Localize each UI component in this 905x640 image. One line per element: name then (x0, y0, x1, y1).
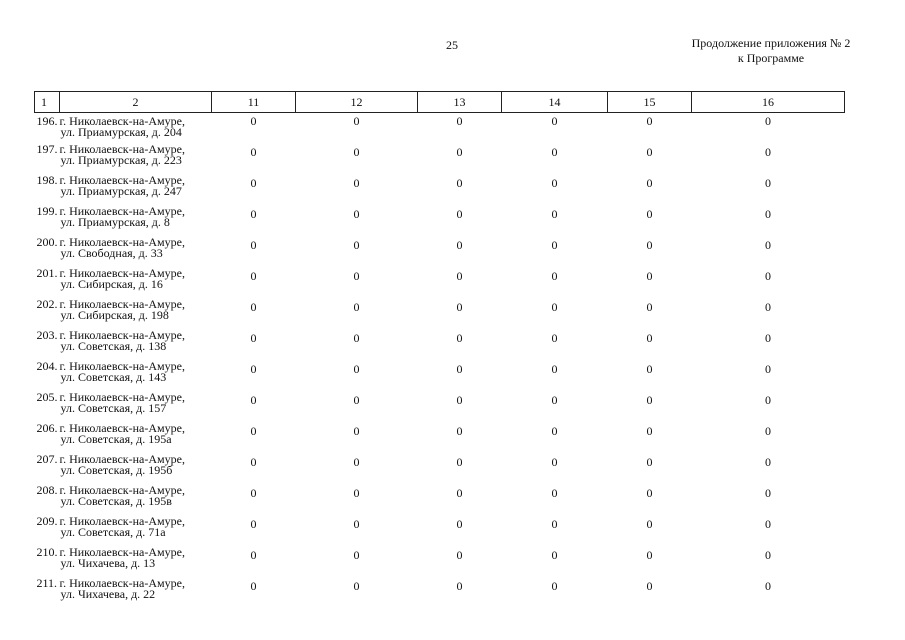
value-cell: 0 (765, 145, 771, 159)
value-cell: 0 (646, 300, 653, 314)
table-row (35, 547, 845, 578)
value-cell: 0 (353, 331, 360, 345)
row-number: 209. (36, 514, 58, 528)
column-header: 16 (692, 92, 845, 113)
address-line-street: ул. Советская, д. 143 (60, 370, 167, 384)
value-cell: 0 (250, 486, 257, 500)
address-cell (60, 392, 212, 423)
value-cell: 0 (353, 238, 360, 252)
row-number: 205. (36, 390, 58, 404)
value-cell: 0 (456, 145, 463, 159)
address-line-city: г. Николаевск-на-Амуре, (59, 204, 185, 218)
value-cell: 0 (456, 486, 463, 500)
address-line-city: г. Николаевск-на-Амуре, (59, 173, 185, 187)
address-cell (60, 175, 212, 206)
address-cell (60, 268, 212, 299)
value-cell: 0 (551, 455, 558, 469)
row-number: 210. (36, 545, 58, 559)
address-cell (60, 578, 212, 609)
value-cell: 0 (353, 548, 360, 562)
table-row (35, 423, 845, 454)
address-line-city: г. Николаевск-на-Амуре, (59, 297, 185, 311)
address-cell (60, 361, 212, 392)
address-line-city: г. Николаевск-на-Амуре, (59, 483, 185, 497)
table-row (35, 113, 845, 145)
address-line-street: ул. Сибирская, д. 198 (60, 308, 169, 322)
value-cell: 0 (765, 455, 771, 469)
address-line-street: ул. Сибирская, д. 16 (60, 277, 163, 291)
value-cell: 0 (551, 548, 558, 562)
address-line-street: ул. Свободная, д. 33 (60, 246, 163, 260)
column-header: 12 (296, 92, 418, 113)
value-cell: 0 (765, 269, 771, 283)
value-cell: 0 (646, 424, 653, 438)
value-cell: 0 (456, 300, 463, 314)
column-number-row (35, 92, 845, 113)
value-cell: 0 (765, 207, 771, 221)
row-number: 204. (36, 359, 58, 373)
value-cell: 0 (646, 393, 653, 407)
value-cell: 0 (765, 424, 771, 438)
address-line-city: г. Николаевск-на-Амуре, (59, 328, 185, 342)
value-cell: 0 (765, 548, 771, 562)
address-cell (60, 423, 212, 454)
value-cell: 0 (456, 176, 463, 190)
address-line-street: ул. Чихачева, д. 13 (60, 556, 156, 570)
address-line-street: ул. Советская, д. 71а (60, 525, 166, 539)
value-cell: 0 (551, 300, 558, 314)
value-cell: 0 (353, 145, 360, 159)
value-cell: 0 (551, 517, 558, 531)
value-cell: 0 (456, 238, 463, 252)
row-number: 199. (36, 204, 58, 218)
value-cell: 0 (765, 300, 771, 314)
value-cell: 0 (551, 424, 558, 438)
value-cell: 0 (646, 455, 653, 469)
table-body (35, 113, 845, 610)
table-row (35, 144, 845, 175)
table-row (35, 206, 845, 237)
value-cell: 0 (353, 176, 360, 190)
value-cell: 0 (646, 517, 653, 531)
address-line-street: ул. Советская, д. 157 (60, 401, 167, 415)
table-row (35, 268, 845, 299)
value-cell: 0 (250, 331, 257, 345)
row-number: 201. (36, 266, 58, 280)
column-header: 1 (35, 92, 60, 113)
table-row (35, 516, 845, 547)
value-cell: 0 (456, 393, 463, 407)
row-number: 208. (36, 483, 58, 497)
address-line-street: ул. Советская, д. 195в (60, 494, 172, 508)
value-cell: 0 (250, 517, 257, 531)
value-cell: 0 (456, 517, 463, 531)
address-cell (60, 485, 212, 516)
value-cell: 0 (765, 238, 771, 252)
value-cell: 0 (551, 238, 558, 252)
table-row (35, 361, 845, 392)
address-line-street: ул. Чихачева, д. 22 (60, 587, 156, 601)
address-line-city: г. Николаевск-на-Амуре, (59, 235, 185, 249)
address-cell (60, 299, 212, 330)
value-cell: 0 (551, 114, 558, 128)
value-cell: 0 (765, 362, 771, 376)
address-line-city: г. Николаевск-на-Амуре, (59, 114, 185, 128)
address-line-city: г. Николаевск-на-Амуре, (59, 421, 185, 435)
value-cell: 0 (250, 145, 257, 159)
value-cell: 0 (646, 238, 653, 252)
value-cell: 0 (250, 176, 257, 190)
address-line-street: ул. Советская, д. 138 (60, 339, 167, 353)
value-cell: 0 (250, 393, 257, 407)
column-header: 11 (212, 92, 296, 113)
value-cell: 0 (250, 362, 257, 376)
table-row (35, 237, 845, 268)
row-number: 206. (36, 421, 58, 435)
value-cell: 0 (250, 269, 257, 283)
value-cell: 0 (250, 300, 257, 314)
value-cell: 0 (765, 176, 771, 190)
value-cell: 0 (456, 579, 463, 593)
value-cell: 0 (765, 517, 771, 531)
value-cell: 0 (250, 548, 257, 562)
address-cell (60, 144, 212, 175)
value-cell: 0 (250, 207, 257, 221)
value-cell: 0 (250, 455, 257, 469)
value-cell: 0 (765, 486, 771, 500)
value-cell: 0 (456, 207, 463, 221)
table-row (35, 485, 845, 516)
value-cell: 0 (765, 579, 771, 593)
value-cell: 0 (353, 486, 360, 500)
value-cell: 0 (353, 424, 360, 438)
value-cell: 0 (646, 145, 653, 159)
table-row (35, 578, 845, 609)
value-cell: 0 (353, 300, 360, 314)
value-cell: 0 (551, 331, 558, 345)
value-cell: 0 (646, 579, 653, 593)
column-header: 2 (60, 92, 212, 113)
value-cell: 0 (646, 207, 653, 221)
value-cell: 0 (646, 269, 653, 283)
address-line-street: ул. Приамурская, д. 223 (60, 153, 182, 167)
value-cell: 0 (646, 548, 653, 562)
table-row (35, 454, 845, 485)
value-cell: 0 (551, 362, 558, 376)
table-row (35, 330, 845, 361)
value-cell: 0 (456, 362, 463, 376)
value-cell: 0 (353, 362, 360, 376)
address-cell (60, 206, 212, 237)
row-number: 196. (36, 114, 58, 128)
appendix-header-line-1: Продолжение приложения № 2 (691, 36, 851, 50)
value-cell: 0 (456, 455, 463, 469)
value-cell: 0 (353, 393, 360, 407)
address-cell (60, 330, 212, 361)
column-header: 13 (418, 92, 502, 113)
address-line-city: г. Николаевск-на-Амуре, (59, 142, 185, 156)
address-line-street: ул. Приамурская, д. 204 (60, 125, 182, 139)
value-cell: 0 (250, 424, 257, 438)
address-line-city: г. Николаевск-на-Амуре, (59, 390, 185, 404)
value-cell: 0 (353, 517, 360, 531)
address-line-street: ул. Советская, д. 195а (60, 432, 172, 446)
address-cell (60, 454, 212, 485)
value-cell: 0 (353, 269, 360, 283)
address-line-street: ул. Приамурская, д. 8 (60, 215, 170, 229)
value-cell: 0 (646, 486, 653, 500)
address-line-city: г. Николаевск-на-Амуре, (59, 452, 185, 466)
value-cell: 0 (456, 269, 463, 283)
address-line-city: г. Николаевск-на-Амуре, (59, 576, 185, 590)
value-cell: 0 (456, 114, 463, 128)
value-cell: 0 (551, 393, 558, 407)
row-number: 200. (36, 235, 58, 249)
column-header: 14 (502, 92, 608, 113)
address-cell (60, 237, 212, 268)
address-line-street: ул. Советская, д. 195б (60, 463, 173, 477)
address-cell (60, 547, 212, 578)
value-cell: 0 (353, 579, 360, 593)
appendix-header-line-2: к Программе (737, 51, 805, 65)
value-cell: 0 (250, 238, 257, 252)
value-cell: 0 (456, 424, 463, 438)
row-number: 203. (36, 328, 58, 342)
value-cell: 0 (551, 145, 558, 159)
row-number: 202. (36, 297, 58, 311)
row-number: 198. (36, 173, 58, 187)
address-line-city: г. Николаевск-на-Амуре, (59, 514, 185, 528)
address-line-city: г. Николаевск-на-Амуре, (59, 266, 185, 280)
value-cell: 0 (765, 393, 771, 407)
row-number: 197. (36, 142, 58, 156)
value-cell: 0 (353, 455, 360, 469)
value-cell: 0 (456, 548, 463, 562)
value-cell: 0 (353, 207, 360, 221)
address-line-street: ул. Приамурская, д. 247 (60, 184, 182, 198)
value-cell: 0 (646, 114, 653, 128)
value-cell: 0 (551, 486, 558, 500)
data-table (34, 91, 845, 609)
address-line-city: г. Николаевск-на-Амуре, (59, 359, 185, 373)
value-cell: 0 (551, 176, 558, 190)
column-header: 15 (608, 92, 692, 113)
value-cell: 0 (250, 579, 257, 593)
table-row (35, 392, 845, 423)
value-cell: 0 (765, 114, 771, 128)
table-row (35, 299, 845, 330)
value-cell: 0 (646, 176, 653, 190)
address-cell (60, 516, 212, 547)
page-number: 25 (446, 38, 458, 52)
address-cell (60, 113, 212, 145)
value-cell: 0 (765, 331, 771, 345)
value-cell: 0 (353, 114, 360, 128)
appendix-header (676, 36, 866, 66)
value-cell: 0 (456, 331, 463, 345)
value-cell: 0 (551, 269, 558, 283)
row-number: 207. (36, 452, 58, 466)
value-cell: 0 (551, 207, 558, 221)
value-cell: 0 (250, 114, 257, 128)
address-line-city: г. Николаевск-на-Амуре, (59, 545, 185, 559)
value-cell: 0 (551, 579, 558, 593)
value-cell: 0 (646, 362, 653, 376)
row-number: 211. (36, 576, 58, 590)
value-cell: 0 (646, 331, 653, 345)
table-row (35, 175, 845, 206)
